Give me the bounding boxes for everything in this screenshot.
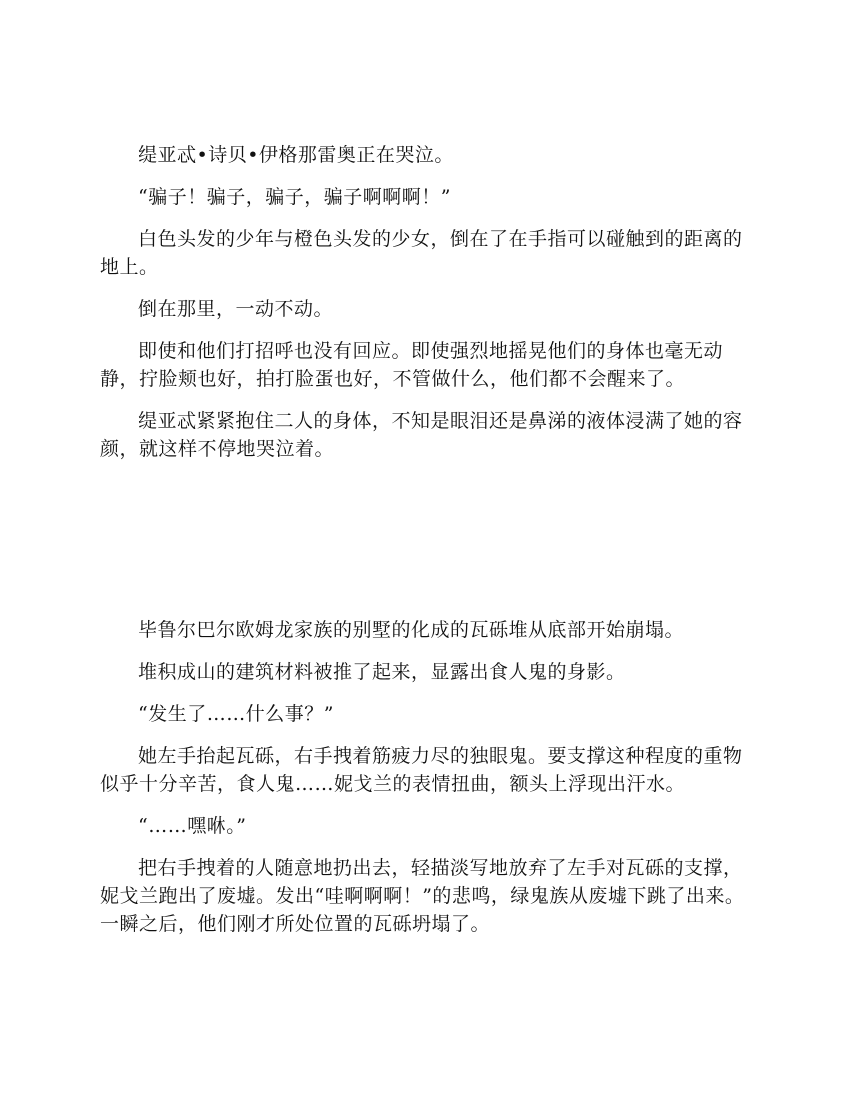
paragraph: 把右手拽着的人随意地扔出去，轻描淡写地放弃了左手对瓦砾的支撑，妮戈兰跑出了废墟。发出“哇啊啊啊！”的悲鸣，绿鬼族从废墟下跳了出来。一瞬之后，他们刚才所处位置的瓦砾坍塌了。 bbox=[100, 857, 745, 935]
paragraph: 缇亚忒紧紧抱住二人的身体，不知是眼泪还是鼻涕的液体浸满了她的容颜，就这样不停地哭泣着。 bbox=[100, 410, 743, 460]
paragraph: “……嘿咻。” bbox=[138, 815, 247, 837]
paragraph: “发生了……什么事？” bbox=[138, 703, 334, 725]
paragraph: 缇亚忒•诗贝•伊格那雷奥正在哭泣。 bbox=[138, 144, 454, 166]
text-section-2 bbox=[100, 616, 750, 952]
paragraph: 毕鲁尔巴尔欧姆龙家族的别墅的化成的瓦砾堆从底部开始崩塌。 bbox=[138, 619, 685, 641]
text-section-1 bbox=[100, 141, 750, 477]
paragraph: 堆积成山的建筑材料被推了起来，显露出食人鬼的身影。 bbox=[138, 661, 626, 683]
paragraph: 倒在那里，一动不动。 bbox=[138, 298, 334, 320]
paragraph: 她左手抬起瓦砾，右手拽着筋疲力尽的独眼鬼。要支撑这种程度的重物似乎十分辛苦，食人鬼……妮戈兰的表情扭曲，额头上浮现出汗水。 bbox=[100, 745, 743, 795]
paragraph: “骗子！骗子，骗子，骗子啊啊啊！” bbox=[138, 186, 451, 208]
paragraph: 即使和他们打招呼也没有回应。即使强烈地摇晃他们的身体也毫无动静，拧脸颊也好，拍打脸蛋也好，不管做什么，他们都不会醒来了。 bbox=[100, 340, 724, 390]
paragraph: 白色头发的少年与橙色头发的少女，倒在了在手指可以碰触到的距离的地上。 bbox=[100, 228, 743, 278]
document-page bbox=[100, 0, 750, 1100]
